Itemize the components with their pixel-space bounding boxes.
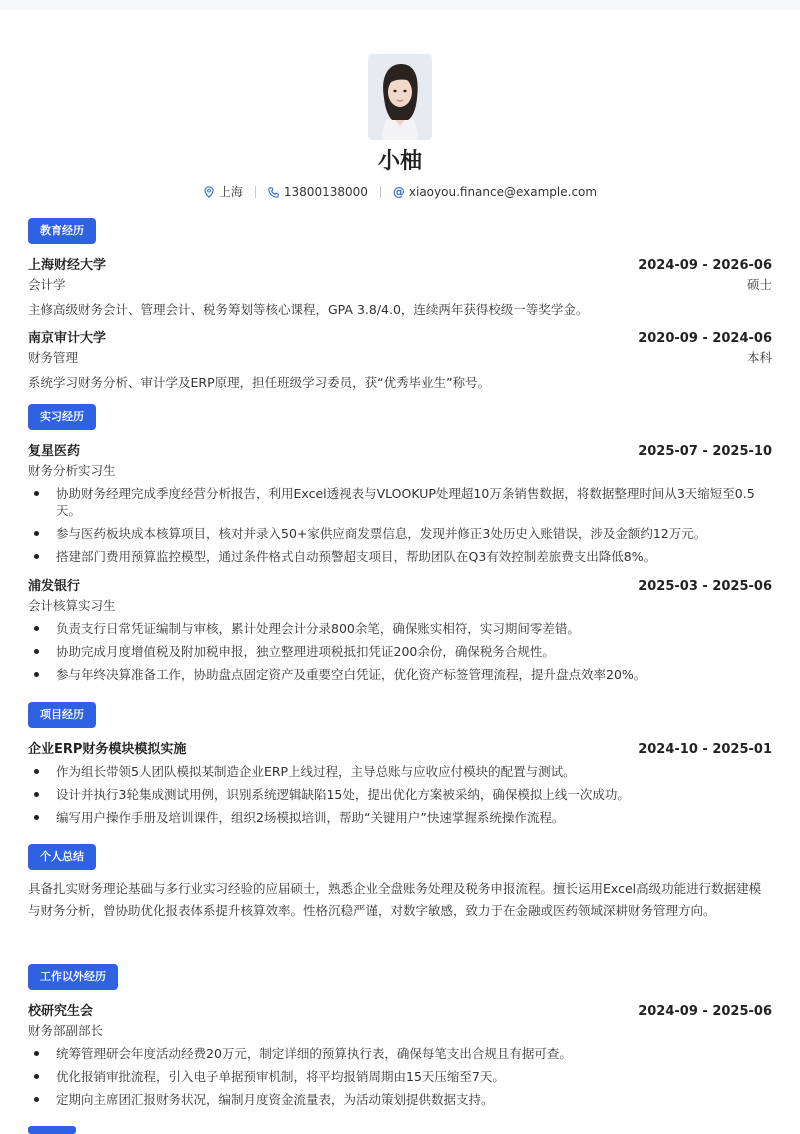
next-section-tag-cutoff	[28, 1126, 76, 1134]
major: 会计学	[28, 277, 66, 292]
bullet-item: 搭建部门费用预算监控模型，通过条件格式自动预警超支项目，帮助团队在Q3有效控制差旅费支出降低8%。	[28, 548, 772, 565]
role: 财务部副部长	[28, 1023, 104, 1038]
bullet-list	[28, 485, 772, 565]
divider	[255, 186, 256, 198]
degree: 本科	[746, 350, 772, 365]
email-at-icon: @	[392, 185, 405, 199]
location-pin-icon	[203, 186, 215, 198]
degree: 硕士	[746, 277, 772, 292]
bullet-item: 统筹管理研会年度活动经费20万元，制定详细的预算执行表，确保每笔支出合规且有据可查。	[28, 1045, 772, 1062]
bullet-item: 负责支行日常凭证编制与审核，累计处理会计分录800余笔，确保账实相符，实习期间零差错。	[28, 620, 772, 637]
bullet-item: 定期向主席团汇报财务状况，编制月度资金流量表，为活动策划提供数据支持。	[28, 1091, 772, 1108]
profile-photo	[368, 54, 432, 140]
company-name: 浦发银行	[28, 579, 81, 594]
project-item	[28, 738, 772, 826]
major: 财务管理	[28, 350, 79, 365]
summary-section	[28, 844, 772, 922]
education-item	[28, 254, 772, 321]
phone-text: 13800138000	[283, 185, 368, 199]
section-tag-project: 项目经历	[28, 702, 96, 728]
education-description: 系统学习财务分析、审计学及ERP原理，担任班级学习委员，获“优秀毕业生”称号。	[28, 375, 491, 390]
bullet-item: 参与年终决算准备工作，协助盘点固定资产及重要空白凭证，优化资产标签管理流程，提升盘点效率20%。	[28, 666, 772, 683]
bullet-item: 设计并执行3轮集成测试用例，识别系统逻辑缺陷15处，提出优化方案被采纳，确保模拟上线一次成功。	[28, 786, 772, 803]
internship-item	[28, 575, 772, 683]
project-name: 企业ERP财务模块模拟实施	[28, 742, 187, 757]
email-text[interactable]: xiaoyou.finance@example.com	[408, 185, 598, 199]
date-range: 2025-03 - 2025-06	[638, 579, 772, 594]
org-name: 校研究生会	[28, 1004, 94, 1019]
internship-item	[28, 440, 772, 565]
role: 会计核算实习生	[28, 598, 116, 613]
date-range: 2020-09 - 2024-06	[638, 331, 772, 346]
role: 财务分析实习生	[28, 463, 116, 478]
resume-header	[0, 54, 800, 200]
date-range: 2025-07 - 2025-10	[638, 444, 772, 459]
school-name: 南京审计大学	[28, 331, 107, 346]
extra-item	[28, 1000, 772, 1108]
company-name: 复星医药	[28, 444, 81, 459]
divider	[380, 186, 381, 198]
email-item[interactable]	[393, 184, 597, 200]
section-tag-summary: 个人总结	[28, 844, 96, 870]
school-name: 上海财经大学	[28, 258, 107, 273]
top-bar	[0, 0, 800, 10]
location-text: 上海	[218, 185, 243, 199]
date-range: 2024-10 - 2025-01	[638, 742, 772, 757]
bullet-item: 协助完成月度增值税及附加税申报，独立整理进项税抵扣凭证200余份，确保税务合规性。	[28, 643, 772, 660]
date-range: 2024-09 - 2026-06	[638, 258, 772, 273]
bullet-item: 参与医药板块成本核算项目，核对并录入50+家供应商发票信息，发现并修正3处历史入账错误，涉及金额约12万元。	[28, 525, 772, 542]
bullet-item: 作为组长带领5人团队模拟某制造企业ERP上线过程，主导总账与应收应付模块的配置与测试。	[28, 763, 772, 780]
bullet-list	[28, 620, 772, 683]
section-tag-extra: 工作以外经历	[28, 964, 118, 990]
contact-info	[0, 184, 800, 200]
bullet-list	[28, 1045, 772, 1108]
internship-section	[28, 404, 772, 689]
location-item	[203, 184, 243, 200]
bullet-list	[28, 763, 772, 826]
date-range: 2024-09 - 2025-06	[638, 1004, 772, 1019]
education-description: 主修高级财务会计、管理会计、税务筹划等核心课程，GPA 3.8/4.0，连续两年获得校级一等奖学金。	[28, 302, 589, 317]
bullet-item: 编写用户操作手册及培训课件，组织2场模拟培训，帮助“关键用户”快速掌握系统操作流程。	[28, 809, 772, 826]
project-section	[28, 702, 772, 832]
candidate-name: 小柚	[377, 149, 422, 174]
education-item	[28, 327, 772, 394]
bullet-item: 协助财务经理完成季度经营分析报告，利用Excel透视表与VLOOKUP处理超10万条销售数据，将数据整理时间从3天缩短至0.5天。	[28, 485, 772, 519]
extra-section	[28, 964, 772, 1114]
summary-text: 具备扎实财务理论基础与多行业实习经验的应届硕士，熟悉企业全盘账务处理及税务申报流程。擅长运用Excel高级功能进行数据建模与财务分析，曾协助优化报表体系提升核算效率。性格沉稳严谨，对数字敏感，致力于在金融或医药领域深耕财务管理方向。	[28, 881, 762, 918]
education-section	[28, 218, 772, 394]
phone-icon	[268, 186, 280, 198]
section-tag-education: 教育经历	[28, 218, 96, 244]
section-tag-internship: 实习经历	[28, 404, 96, 430]
phone-item	[268, 184, 368, 200]
bullet-item: 优化报销审批流程，引入电子单据预审机制，将平均报销周期由15天压缩至7天。	[28, 1068, 772, 1085]
